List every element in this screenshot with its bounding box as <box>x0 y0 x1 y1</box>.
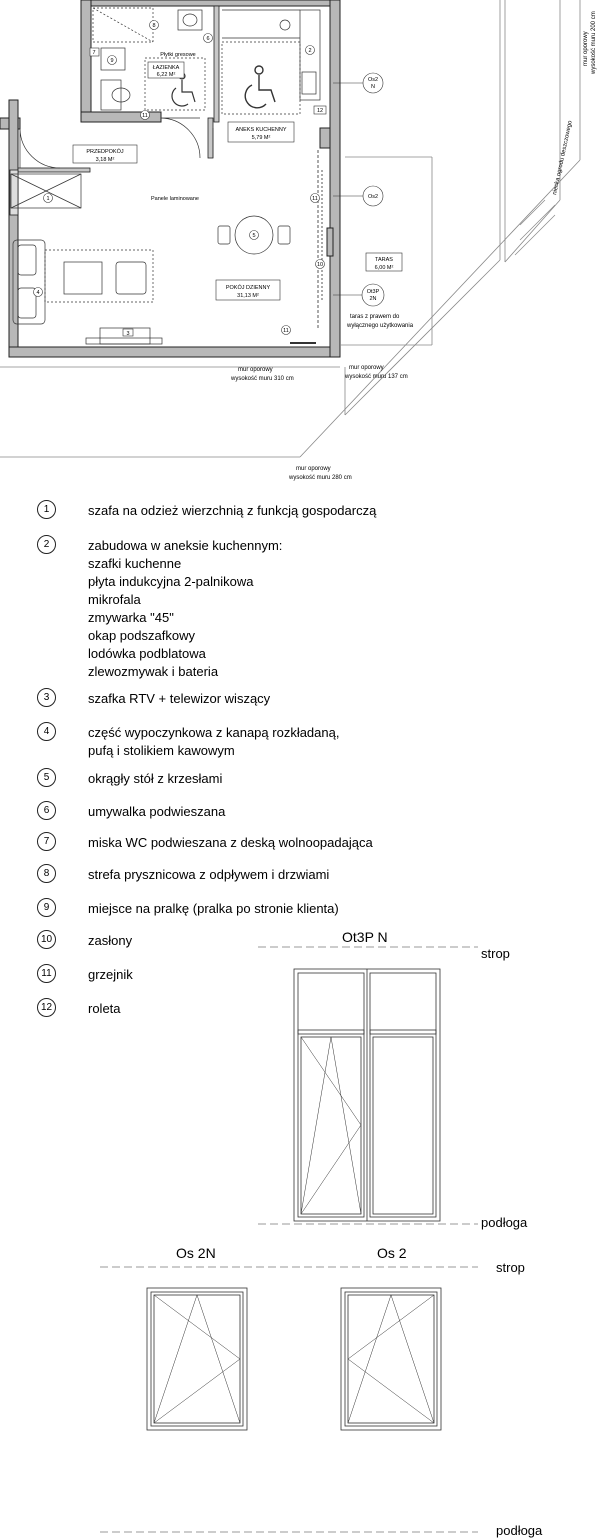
legend-text: część wypoczynkowa z kanapą rozkładaną, pufą i stolikiem kawowym <box>88 725 340 758</box>
marker-11-bathroom: 11 <box>142 113 148 119</box>
legend-number: 3 <box>37 688 56 707</box>
window-elevations <box>100 947 478 1532</box>
legend-text: strefa prysznicowa z odpływem i drzwiami <box>88 867 330 882</box>
legend-text: umywalka podwieszana <box>88 804 226 819</box>
marker-1: 1 <box>46 196 50 202</box>
marker-8: 8 <box>152 23 156 29</box>
legend-text: zabudowa w aneksie kuchennym: szafki kuchenne płyta indukcyjna 2-palnikowa mikrofala zmywarka "45" okap podszafkowy lodówka podblatowa zlewozmywak i bateria <box>88 538 283 679</box>
floor-label-tiles: Płytki gresowe <box>160 52 196 58</box>
room-name-taras: TARAS <box>375 257 393 263</box>
terrace-note-1: taras z prawem do <box>350 314 400 320</box>
marker-9: 9 <box>110 58 114 64</box>
legend-number: 11 <box>37 964 56 983</box>
marker-7: 7 <box>92 50 96 56</box>
room-area-przedpokoj: 3,18 M² <box>95 157 115 163</box>
room-name-aneks: ANEKS KUCHENNY <box>235 127 287 133</box>
pair-floor-label: podłoga <box>496 1523 543 1538</box>
legend-number: 9 <box>37 898 56 917</box>
legend-number: 4 <box>37 722 56 741</box>
tag-os2n-2: N <box>371 84 375 90</box>
wall-280-1: mur oporowy <box>296 466 331 472</box>
marker-10: 10 <box>316 262 324 268</box>
tag-ot3p-2: 2N <box>369 296 377 302</box>
legend-number: 12 <box>37 998 56 1017</box>
tag-os2n-1: Os2 <box>367 77 379 83</box>
room-area-lazienka: 6,22 M² <box>156 72 176 78</box>
marker-5: 5 <box>252 233 256 239</box>
legend-number: 5 <box>37 768 56 787</box>
legend-number: 1 <box>37 500 56 519</box>
wall-280-2: wysokość muru 280 cm <box>289 475 352 481</box>
marker-6: 6 <box>206 36 210 42</box>
window-title-os2n: Os 2N <box>176 1245 216 1261</box>
pair-ceiling-label: strop <box>496 1260 525 1275</box>
room-area-taras: 6,00 M² <box>374 265 394 271</box>
marker-4: 4 <box>36 290 40 296</box>
tag-os2: Os2 <box>367 194 379 200</box>
legend-number: 8 <box>37 864 56 883</box>
room-area-pokoj: 31,13 M² <box>237 293 259 299</box>
legend-text: roleta <box>88 1001 121 1016</box>
legend-number: 7 <box>37 832 56 851</box>
legend-text: szafa na odzież wierzchnią z funkcją gospodarczą <box>88 503 377 518</box>
legend-text: miejsce na pralkę (pralka po stronie klienta) <box>88 901 339 916</box>
site-notes <box>230 11 597 481</box>
legend-number: 10 <box>37 930 56 949</box>
wall-137-1: mur oporowy <box>349 365 384 371</box>
room-name-pokoj: POKÓJ DZIENNY <box>225 285 271 291</box>
marker-11-living: 11 <box>312 196 318 202</box>
room-area-aneks: 5,79 M² <box>251 135 271 141</box>
legend-text: szafka RTV + telewizor wiszący <box>88 691 271 706</box>
window-title-ot3p: Ot3P N <box>342 929 388 945</box>
wall-200-1: mur oporowy <box>583 31 589 66</box>
inner-walls <box>10 6 219 215</box>
marker-3: 3 <box>126 331 130 337</box>
room-name-lazienka: ŁAZIENKA <box>152 65 180 71</box>
floor-label-laminate: Panele laminowane <box>150 196 200 202</box>
legend-number: 2 <box>37 535 56 554</box>
kitchen-units <box>222 10 320 114</box>
legend-text: miska WC podwieszana z deską wolnoopadająca <box>88 835 373 850</box>
room-name-przedpokoj: PRZEDPOKÓJ <box>86 149 124 155</box>
legend-text: okrągły stół z krzesłami <box>88 771 223 786</box>
room-labels <box>73 52 402 300</box>
wall-137-2: wysokość muru 137 cm <box>345 374 408 380</box>
wall-310-2: wysokość muru 310 cm <box>231 376 294 382</box>
garden-note: niecka ogrodu deszczowego <box>552 120 574 196</box>
accessibility-icon-kitchen <box>245 66 275 108</box>
window-title-os2: Os 2 <box>377 1245 407 1261</box>
legend-text: grzejnik <box>88 967 133 982</box>
ot3p-floor-label: podłoga <box>481 1215 528 1230</box>
ot3p-ceiling-label: strop <box>481 946 510 961</box>
marker-2: 2 <box>308 48 312 54</box>
marker-12: 12 <box>316 108 324 114</box>
legend-text: zasłony <box>88 933 133 948</box>
marker-11-window: 11 <box>283 328 289 334</box>
wall-310-1: mur oporowy <box>238 367 273 373</box>
wall-200-2: wysokość muru 200 cm <box>591 11 597 74</box>
legend-number: 6 <box>37 801 56 820</box>
tag-ot3p-1: Ot3P <box>366 289 380 295</box>
terrace-note-2: wyłącznego użytkowania <box>347 323 414 329</box>
